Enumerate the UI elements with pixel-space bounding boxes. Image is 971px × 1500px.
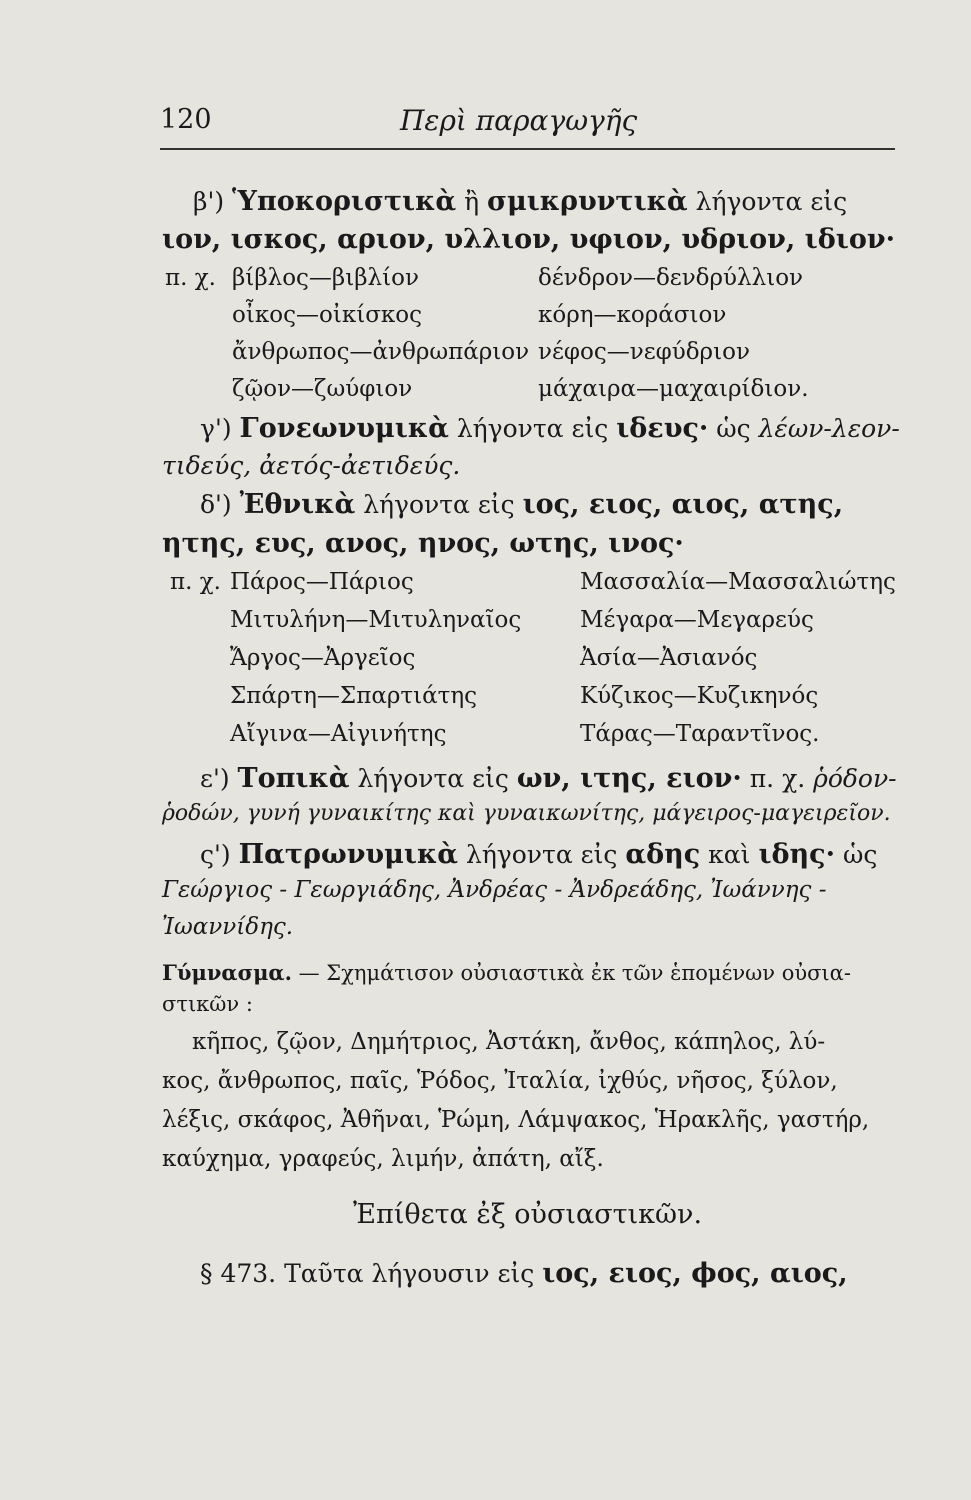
example-left: Αἴγινα—Αἰγινήτης: [230, 721, 447, 747]
example-right: Τάρας—Ταραντῖνος.: [580, 721, 820, 747]
section-text: λήγοντα εἰς: [456, 414, 609, 443]
section-text: λήγοντα εἰς: [363, 490, 515, 519]
section-g-heading: [200, 413, 900, 444]
example-left: ἄνθρωπος—ἀνθρωπάριον: [232, 339, 530, 365]
exercise-words-line: κος, ἄνθρωπος, παῖς, Ῥόδος, Ἰταλία, ἰχθύς, νῆσος, ξύλον,: [162, 1068, 838, 1094]
section-ending: ιδευς·: [616, 413, 709, 444]
section-text: καὶ: [708, 840, 751, 869]
section-st-heading: [200, 839, 877, 870]
section-text: π. χ.: [749, 764, 806, 793]
section-term: Πατρωνυμικὰ: [238, 839, 459, 870]
example-right: νέφος—νεφύδριον: [538, 339, 750, 365]
section-marker: γ'): [200, 414, 232, 443]
section-example: ῥόδον-: [813, 764, 897, 793]
section-term: Τοπικὰ: [237, 763, 350, 794]
section-ending: ιδης·: [758, 839, 835, 870]
section-text: λήγοντα εἰς: [357, 764, 509, 793]
paragraph-473: [200, 1258, 848, 1289]
section-term: Γονεωνυμικὰ: [239, 413, 449, 444]
section-endings: ιος, ειος, αιος, ατης,: [522, 489, 844, 520]
exercise-words-line: λέξις, σκάφος, Ἀθῆναι, Ῥώμη, Λάμψακος, Ἡρακλῆς, γαστήρ,: [162, 1107, 870, 1133]
example-prefix: π. χ.: [165, 265, 216, 291]
example-right: Ἀσία—Ἀσιανός: [580, 645, 758, 671]
section-example: λέων-λεον-: [758, 414, 900, 443]
section-d-endings-cont: ητης, ευς, ανος, ηνος, ωτης, ινος·: [162, 528, 684, 559]
section-e-example-cont: ῥοδών, γυνή γυναικίτης καὶ γυναικωνίτης, μάγειρος-μαγειρεῖον.: [162, 801, 891, 826]
section-ending: αδης: [625, 839, 701, 870]
paragraph-number: § 473.: [200, 1259, 277, 1288]
example-left: Μιτυλήνη—Μιτυληναῖος: [230, 607, 522, 633]
exercise-words-line: καύχημα, γραφεύς, λιμήν, ἀπάτη, αἴξ.: [162, 1146, 604, 1172]
section-endings: ων, ιτης, ειον·: [516, 763, 742, 794]
section-b-heading: [193, 186, 847, 217]
section-marker: δ'): [200, 490, 232, 519]
example-right: Μασσαλία—Μασσαλιώτης: [580, 569, 896, 595]
section-st-example: Γεώργιος - Γεωργιάδης, Ἀνδρέας - Ἀνδρεάδης, Ἰωάννης -: [162, 877, 827, 903]
subsection-heading: Ἐπίθετα ἐξ οὐσιαστικῶν.: [352, 1199, 703, 1230]
example-right: δένδρον—δενδρύλλιον: [538, 265, 804, 291]
example-right: κόρη—κοράσιον: [538, 302, 727, 328]
example-left: Ἄργος—Ἀργεῖος: [230, 645, 416, 671]
exercise-instruction: — Σχημάτισον οὐσιαστικὰ ἐκ τῶν ἑπομένων οὐσια-: [298, 961, 851, 985]
example-left: ζῷον—ζωύφιον: [232, 376, 413, 402]
exercise-label: Γύμνασμα.: [162, 960, 292, 985]
section-text: λήγοντα εἰς: [695, 187, 848, 216]
example-right: μάχαιρα—μαχαιρίδιον.: [538, 376, 809, 402]
exercise-words-line: κῆπος, ζῷον, Δημήτριος, Ἀστάκη, ἄνθος, κάπηλος, λύ-: [192, 1029, 826, 1055]
section-text: ἢ: [464, 187, 480, 216]
example-right: Κύζικος—Κυζικηνός: [580, 683, 819, 709]
example-left: Πάρος—Πάριος: [230, 569, 414, 595]
paragraph-text: Ταῦτα λήγουσιν εἰς: [284, 1259, 535, 1288]
running-head: Περὶ παραγωγῆς: [400, 104, 638, 137]
example-prefix: π. χ.: [170, 569, 221, 595]
section-text: ὡς: [842, 840, 878, 869]
page-header: [160, 100, 895, 152]
exercise-instruction-cont: στικῶν :: [162, 992, 253, 1016]
section-b-endings: ιον, ισκος, αριον, υλλιον, υφιον, υδριον, ιδιον·: [162, 224, 895, 255]
section-e-heading: [200, 763, 897, 794]
section-text: ὡς: [716, 414, 751, 443]
section-text: λήγοντα εἰς: [465, 840, 618, 869]
exercise-heading: [162, 960, 851, 985]
section-term: Ἐθνικὰ: [239, 489, 356, 520]
example-left: Σπάρτη—Σπαρτιάτης: [230, 683, 478, 709]
section-marker: β'): [193, 187, 225, 216]
section-st-example-cont: Ἰωαννίδης.: [162, 914, 294, 940]
example-left: οἶκος—οἰκίσκος: [232, 302, 423, 328]
page-number: 120: [160, 104, 212, 135]
section-g-example-cont: τιδεύς, ἀετός-ἀετιδεύς.: [162, 451, 461, 480]
paragraph-endings: ιος, ειος, ϕος, αιος,: [542, 1258, 848, 1289]
section-term: σμικρυντικὰ: [487, 186, 688, 217]
example-left: βίβλος—βιβλίον: [232, 265, 419, 291]
section-d-heading: [200, 489, 843, 520]
example-right: Μέγαρα—Μεγαρεύς: [580, 607, 814, 633]
header-rule: [160, 148, 895, 150]
section-marker: ς'): [200, 840, 231, 869]
section-term: Ὑποκοριστικὰ: [232, 186, 457, 217]
section-marker: ε'): [200, 764, 230, 793]
